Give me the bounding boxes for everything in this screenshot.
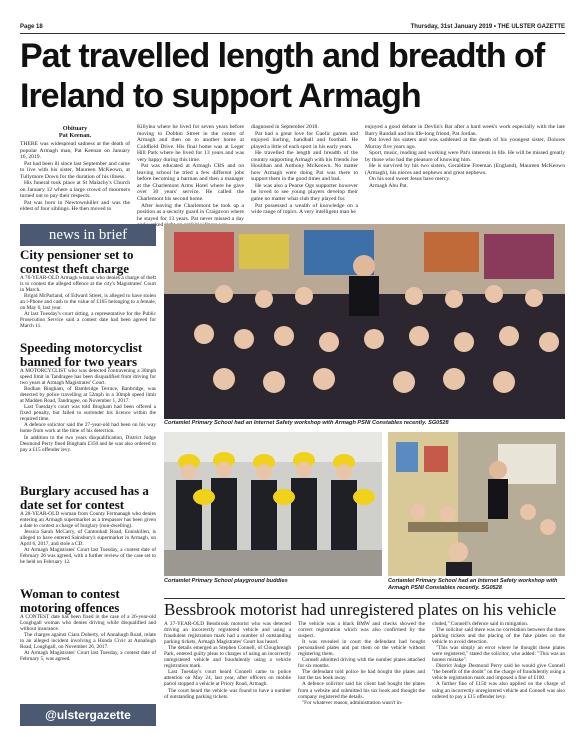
brief-headline: Speeding motorcyclist banned for two years xyxy=(20,340,143,369)
brief-headline: Burglary accused has a date set for contest xyxy=(20,483,149,512)
obituary-col-1 xyxy=(20,125,130,220)
paragraph: He travelled the length and breadth of the country supporting Armagh with his friends Joe Houlihan and Anthony McKeown. No matter how Armagh were doing Pat was there to support them in the good times and bad. xyxy=(251,150,358,183)
paragraph: It was revealed in court the defendant had bought personalised plates and put them on the vehicle without registering them. xyxy=(298,639,425,658)
brief-story-2 xyxy=(20,341,156,481)
brief-headline: City pensioner set to contest theft charge xyxy=(20,247,134,276)
publication-name: THE ULSTER GAZETTE xyxy=(497,24,565,30)
paragraph: The defendant told police he had bought the plates and lost the tax book away. xyxy=(298,669,425,682)
paragraph: The details emerged as Stephen Connell, of Cloughreagh Park, entered guilty pleas to charges of using an incorrectly unregistered vehicle and fraudulently using a vehicle registration mark. xyxy=(164,645,291,670)
masthead-strip: Thursday, 31st January 2019 • THE ULSTER GAZETTE xyxy=(410,24,565,30)
brief-headline: Woman to contest motoring offences xyxy=(20,586,120,615)
brief-body xyxy=(20,275,156,329)
paragraph: District Judge Desmond Perry said he would give Connell "the benefit of the doubt" on the charge of fraudulently using a vehicle registration mark and imposed a fine of £100. xyxy=(432,663,565,682)
paragraph: diagnosed in September 2018. xyxy=(251,124,319,130)
paragraph: Bodhan Bingham, of Bambridge Terrace, Banbridge, was detected by police travelling at 52mph in a 30mph speed limit at Madden Road, Tandragee, on November 1, 2017. xyxy=(20,386,156,405)
obituary-col-3 xyxy=(251,124,358,220)
paragraph: After leaving the Charlemont he took up a position as a security guard in Craigavon where he stayed for 13 years. Pat never missed a day xyxy=(137,202,244,222)
paragraph: Brigid McParland, of Edward Street, is alleged to have stolen an i-Phone and cash to the value of £165 belonging to a female, on May 6, last year. xyxy=(20,293,156,312)
paragraph: Pat loved his sisters and was saddened at the death of his youngest sister, Dolores Murray five years ago. xyxy=(365,137,565,150)
paragraph: On his soul sweet Jesus have mercy. xyxy=(369,176,451,183)
paragraph: The charges against Ciara Doherty, of Annahugh Road, relate to an alleged incident involving a Honda Civic at Annahugh Road, Loughgall, on November 26, 2017. xyxy=(20,632,156,651)
paragraph: Pat was born in Newtownhiller and was the eldest of four siblings. He then moved to xyxy=(20,199,130,213)
paragraph: In addition to the two years disqualification, District Judge Desmond Perry fined Bingham £350 and he was also ordered to pay a £15 offender levy. xyxy=(20,434,156,453)
paragraph: Pat had been ill since last September and came to live with his sister, Maureen McKeown, at Tullymore Down for the duration of his illness. xyxy=(20,160,130,180)
brief-body xyxy=(20,614,156,662)
classroom-photo-illustration xyxy=(164,224,565,419)
brief-story-4 xyxy=(20,587,156,697)
obituary-col-4 xyxy=(365,124,565,220)
paragraph: Pat possessed a wealth of knowledge on a wide range of topics. A very intelligent man he xyxy=(251,202,358,216)
paragraph: His funeral took place at St Malachy's Church on January 12 where a large crowd of mourners turned out to pay their respects. xyxy=(20,180,130,200)
issue-date: Thursday, 31st January 2019 xyxy=(410,24,493,30)
paragraph: Sport, music, reading and working were Pat's interests in life. He will be missed greatly by those who had the pleasure of knowing him. xyxy=(365,150,565,163)
brief-story-3 xyxy=(20,484,156,584)
paragraph: A 28-YEAR-OLD woman from County Fermanagh who denies entering an Armagh supermarket as a trespasser has been given a date to contest a charge of burglary (non-dwelling). xyxy=(20,511,156,530)
news-in-brief-banner: news in brief xyxy=(20,224,156,246)
paragraph: He was also a Pearse Ogs supporter however he loved to see young players develop their game no matter what club they played for. xyxy=(251,182,358,203)
workshop-photo-caption: Cortamlet Primary School had an Internet Safety workshop with Armagh PSNI Constables recently. SG0528 xyxy=(388,578,558,591)
workshop-photo-illustration xyxy=(388,432,565,576)
paragraph: Last Tuesday's court was told Bingham had been offered a fixed penalty, but failed to surrender his licence within the required time. xyxy=(20,404,156,423)
main-photo-caption: Cortamlet Primary School had an Internet Safety workshop with Armagh PSNI Constables recently. SG0528 xyxy=(164,420,449,426)
paragraph: A defence solicitor said the 27-year-old had been on his way home from work at the time of his detection. xyxy=(20,422,156,435)
paragraph: The solicitor said there was no correlation between the three parking tickets and the placing of the fake plates on the vehicle to avoid detection. xyxy=(432,627,565,646)
main-photo xyxy=(164,224,565,419)
playground-photo xyxy=(164,432,382,576)
paragraph: The vehicle was a black BMW and checks showed the correct registration which was also confirmed by the suspect. xyxy=(298,621,425,640)
header-rule xyxy=(20,33,565,34)
paragraph: The court heard the vehicle was found to have a number of outstanding parking tickets. xyxy=(164,687,291,700)
bessbrook-rule xyxy=(164,598,565,599)
paragraph: Connell admitted driving with the number plates attached for six months. xyxy=(298,657,425,670)
paragraph: At Armagh Magistrates' Court last Tuesday, a contest date of February 26 was agreed, with a further review of the case set to be held on February 12. xyxy=(20,547,156,566)
paragraph: At Armagh Magistrates' Court last Tuesday, a contest date of February 5, was agreed. xyxy=(20,650,156,663)
paragraph: enjoyed a good debate in Devlin's Bar after a hard week's work especially with the late Barry Randall and his life-long friend, Pat Jordan. xyxy=(365,124,565,137)
playground-photo-caption: Cortamlet Primary School playground buddies xyxy=(164,578,288,584)
paragraph: THERE was widespread sadness at the death of popular Armagh man, Pat Keenan on January 16, 2019. xyxy=(20,141,130,161)
paragraph: A MOTORCYCLIST who was detected contravening a 30mph speed limit in Tandragee has been disqualified from driving for two years at Armagh Magistrates' Court. xyxy=(20,368,156,387)
obituary-name: Pat Keenan. xyxy=(58,132,92,139)
paragraph: Jessica Sarah McCarry, of Cantonhall Road, Enniskillen, is alleged to have entered Sainsbury's supermarket in Armagh, on April 6, 2017, and stole a CD. xyxy=(20,529,156,548)
paragraph: At last Tuesday's court sitting, a representative for the Public Prosecution Service said a contest date had been agreed for March 11. xyxy=(20,311,156,330)
headline: Pat travelled length and breadth of Ireland to support Armagh xyxy=(20,37,545,115)
bessbrook-col-1 xyxy=(164,621,291,729)
brief-body xyxy=(20,368,156,453)
obituary-col-2 xyxy=(137,124,244,220)
paragraph: Armagh Abu Pat. xyxy=(369,182,408,189)
playground-photo-illustration xyxy=(164,432,382,576)
bessbrook-headline: Bessbrook motorist had unregistered plates on his vehicle xyxy=(164,600,557,619)
paragraph: A defence solicitor said his client had bought the plates from a website and submitted his tax book and thought the company registered the details. xyxy=(298,681,425,700)
paragraph: A CONTEST date has been fixed in the case of a 26-year-old Loughgall woman who denies driving while disqualified and without insurance. xyxy=(20,614,156,633)
workshop-photo xyxy=(388,432,565,576)
brief-story-1 xyxy=(20,248,156,336)
paragraph: A further fine of £150 was also applied on the charge of using an incorrectly unregistered vehicle and Connell was also ordered to pay a £15 offender levy. xyxy=(432,681,565,700)
twitter-handle-banner: @ulstergazette xyxy=(20,704,156,726)
paragraph: Killylea where he lived for seven years before moving to Dobbin Street in the centre of Armagh and then on to another home at Coldfield Drive. His final home was at Leger Hill Park where he lived for 13 years and was very happy during this time. xyxy=(137,124,244,163)
paragraph: Last Tuesday's court heard Connell came to police attention on May 24, last year, after officers on mobile patrol stopped a vehicle at Priory Road, Armagh. xyxy=(164,669,291,688)
paragraph: A 37-YEAR-OLD Bessbrook motorist who was detected driving an incorrectly registered vehicle and using a fraudulent registration mark had a number of outstanding parking tickets, Armagh Magistrates' Court has heard. xyxy=(164,621,291,646)
paragraph: He is survived by his two sisters, Geraldine Freeman (England), Maureen McKeown (Armagh), his nieces and nephews and great nephews. xyxy=(365,163,565,176)
page-number: Page 18 xyxy=(20,24,43,30)
bessbrook-col-3 xyxy=(432,621,565,729)
paragraph: cluded," Connell's defence said in mitigation. xyxy=(432,621,529,627)
paragraph: Pat had a great love for Gaelic games and enjoyed hurling, handball and football. He played a little of each sport in his early years. xyxy=(251,130,358,150)
obituary-label: Obituary xyxy=(62,125,88,132)
paragraph: A 76-YEAR-OLD Armagh woman who denies a charge of theft is to contest the alleged offence at the city's Magistrates' Court in March. xyxy=(20,275,156,294)
bessbrook-col-2 xyxy=(298,621,425,729)
brief-body xyxy=(20,511,156,565)
paragraph: "This was simply an error where he thought these plates were registered," stated the solicitor, who added: "This was an honest mistake". xyxy=(432,645,565,664)
paragraph: "For whatever reason, administration wasn't in- xyxy=(302,699,403,706)
paragraph: Pat was educated at Armagh CBS and on leaving school he tried a few different jobs before becoming a barman and then a manager at the Charlemont Arms Hotel where he gave over 30 years' service. He called the Charlemont his second home. xyxy=(137,163,244,203)
